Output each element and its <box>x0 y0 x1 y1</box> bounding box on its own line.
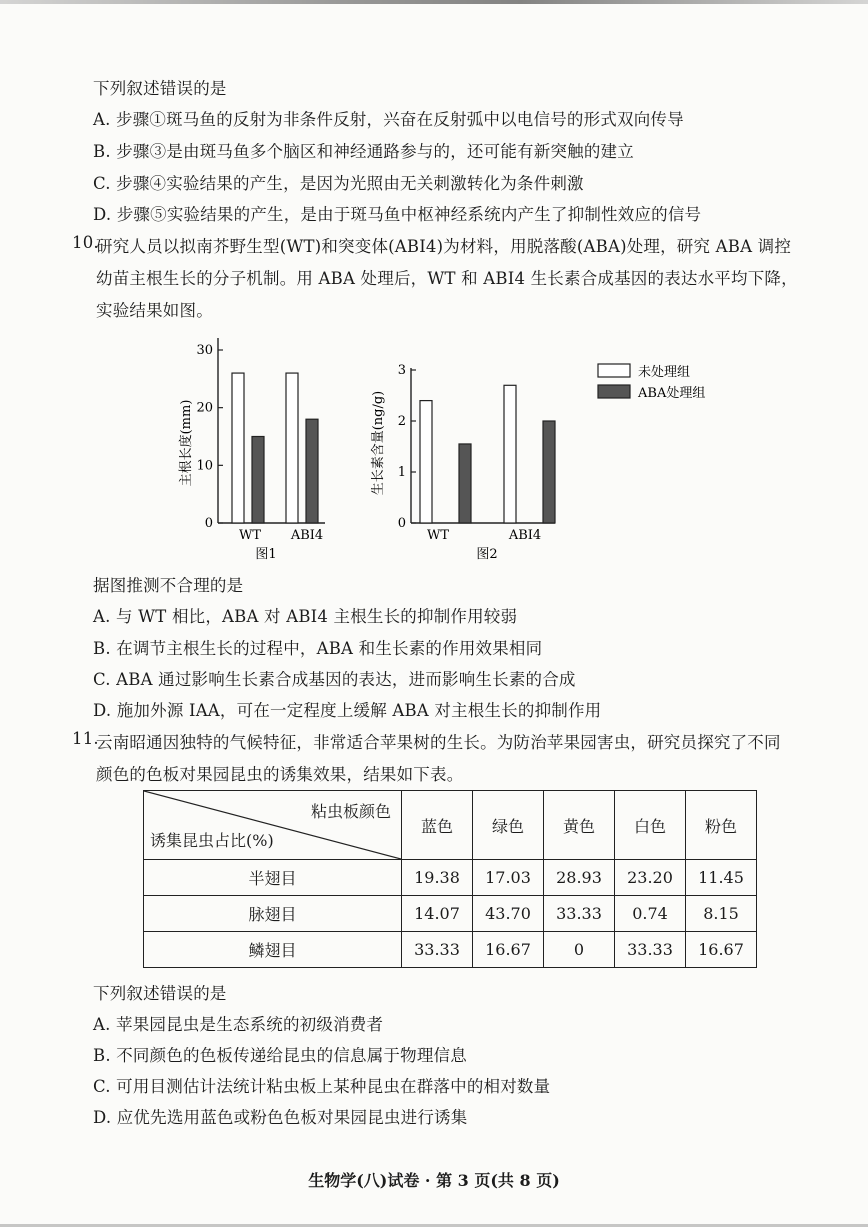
q9-option-a: A. 步骤①斑马鱼的反射为非条件反射，兴奋在反射弧中以电信号的形式双向传导 <box>93 110 684 129</box>
fig1-cat-abi4: ABI4 <box>290 528 324 543</box>
q10-option-d: D. 施加外源 IAA，可在一定程度上缓解 ABA 对主根生长的抑制作用 <box>93 701 602 720</box>
table-header-row <box>144 791 757 860</box>
q10-line-3: 实验结果如图。 <box>96 301 213 320</box>
q10-figures <box>170 328 750 572</box>
col-header: 粉色 <box>686 791 757 860</box>
table-cell: 33.33 <box>544 896 615 932</box>
corner-top-label: 粘虫板颜色 <box>310 802 391 821</box>
y-tick-label: 1 <box>397 465 406 480</box>
q11-number: 11. <box>72 729 99 748</box>
table-cell: 16.67 <box>686 932 757 968</box>
q10-line-2: 幼苗主根生长的分子机制。用 ABA 处理后，WT 和 ABI4 生长素合成基因的表达水平均下降， <box>96 269 798 288</box>
q11-option-a: A. 苹果园昆虫是生态系统的初级消费者 <box>93 1015 384 1034</box>
bar-untreated-wt <box>420 401 432 523</box>
table-cell: 0 <box>544 932 615 968</box>
bar-aba-wt <box>459 444 471 523</box>
q9-option-b: B. 步骤③是由斑马鱼多个脑区和神经通路参与的，还可能有新突触的建立 <box>93 142 634 161</box>
insect-trap-table <box>143 790 757 968</box>
q9-option-c: C. 步骤④实验结果的产生，是因为光照由无关刺激转化为条件刺激 <box>93 174 584 193</box>
q11-option-c: C. 可用目测估计法统计粘虫板上某种昆虫在群落中的相对数量 <box>93 1077 551 1096</box>
top-edge-line <box>0 0 868 4</box>
col-header: 白色 <box>615 791 686 860</box>
fig1-cat-wt: WT <box>238 528 262 543</box>
fig1-ylabel: 主根长度(mm) <box>179 399 194 487</box>
y-tick-label: 0 <box>397 516 406 531</box>
page-footer: 生物学(八)试卷 · 第 3 页(共 8 页) <box>308 1171 560 1190</box>
table-corner-cell <box>144 791 402 860</box>
bar-charts <box>170 328 750 568</box>
legend-label-aba: ABA处理组 <box>638 386 706 401</box>
table-cell: 33.33 <box>615 932 686 968</box>
table-cell: 8.15 <box>686 896 757 932</box>
table-row <box>144 896 757 932</box>
legend-swatch-aba <box>598 385 630 398</box>
q10-line-1: 研究人员以拟南芥野生型(WT)和突变体(ABI4)为材料，用脱落酸(ABA)处理，研究 ABA 调控 <box>96 237 792 256</box>
corner-bottom-label: 诱集昆虫占比(%) <box>150 831 274 850</box>
y-tick-label: 3 <box>397 363 406 378</box>
bar-aba-abi4 <box>306 419 318 523</box>
fig2-ylabel: 生长素含量(ng/g) <box>371 390 386 496</box>
row-label: 脉翅目 <box>144 896 402 932</box>
fig1-caption: 图1 <box>255 547 277 562</box>
q9-stem: 下列叙述错误的是 <box>93 79 227 98</box>
q10-option-c: C. ABA 通过影响生长素合成基因的表达，进而影响生长素的合成 <box>93 670 576 689</box>
y-tick-label: 2 <box>397 414 406 429</box>
legend-label-untreated: 未处理组 <box>638 365 691 380</box>
table-row <box>144 932 757 968</box>
table-cell: 33.33 <box>402 932 473 968</box>
bar-untreated-abi4 <box>504 385 516 523</box>
table-cell: 17.03 <box>473 860 544 896</box>
q9-option-d: D. 步骤⑤实验结果的产生，是由于斑马鱼中枢神经系统内产生了抑制性效应的信号 <box>93 205 702 224</box>
table-cell: 23.20 <box>615 860 686 896</box>
col-header: 绿色 <box>473 791 544 860</box>
table-row <box>144 860 757 896</box>
y-tick-label: 20 <box>196 400 213 416</box>
q10-number: 10. <box>72 233 99 252</box>
col-header: 蓝色 <box>402 791 473 860</box>
fig2-cat-abi4: ABI4 <box>508 528 542 543</box>
q11-option-b: B. 不同颜色的色板传递给昆虫的信息属于物理信息 <box>93 1046 467 1065</box>
q11-option-d: D. 应优先选用蓝色或粉色色板对果园昆虫进行诱集 <box>93 1108 468 1127</box>
q10-option-b: B. 在调节主根生长的过程中，ABA 和生长素的作用效果相同 <box>93 639 543 658</box>
bar-aba-abi4 <box>543 421 555 523</box>
y-tick-label: 0 <box>204 516 213 531</box>
table-cell: 19.38 <box>402 860 473 896</box>
table-cell: 14.07 <box>402 896 473 932</box>
y-tick-label: 30 <box>196 343 213 358</box>
fig2-caption: 图2 <box>476 547 498 562</box>
table-cell: 28.93 <box>544 860 615 896</box>
bar-aba-wt <box>252 437 264 524</box>
q11-line-2: 颜色的色板对果园昆虫的诱集效果，结果如下表。 <box>96 765 464 784</box>
row-label: 半翅目 <box>144 860 402 896</box>
chart-fig2 <box>370 363 555 562</box>
y-tick-label: 10 <box>196 458 213 474</box>
table-cell: 43.70 <box>473 896 544 932</box>
q11-stem: 下列叙述错误的是 <box>93 984 227 1003</box>
chart-fig1 <box>178 338 325 562</box>
row-label: 鳞翅目 <box>144 932 402 968</box>
col-header: 黄色 <box>544 791 615 860</box>
q10-option-a: A. 与 WT 相比，ABA 对 ABI4 主根生长的抑制作用较弱 <box>93 607 518 626</box>
bar-untreated-abi4 <box>286 373 298 523</box>
table-cell: 16.67 <box>473 932 544 968</box>
q10-stem: 据图推测不合理的是 <box>93 576 244 595</box>
legend-swatch-untreated <box>598 364 630 377</box>
table-cell: 0.74 <box>615 896 686 932</box>
table-cell: 11.45 <box>686 860 757 896</box>
fig2-cat-wt: WT <box>426 528 450 543</box>
legend <box>598 364 705 401</box>
bar-untreated-wt <box>232 373 244 523</box>
q11-line-1: 云南昭通因独特的气候特征，非常适合苹果树的生长。为防治苹果园害虫，研究员探究了不同 <box>96 733 781 752</box>
